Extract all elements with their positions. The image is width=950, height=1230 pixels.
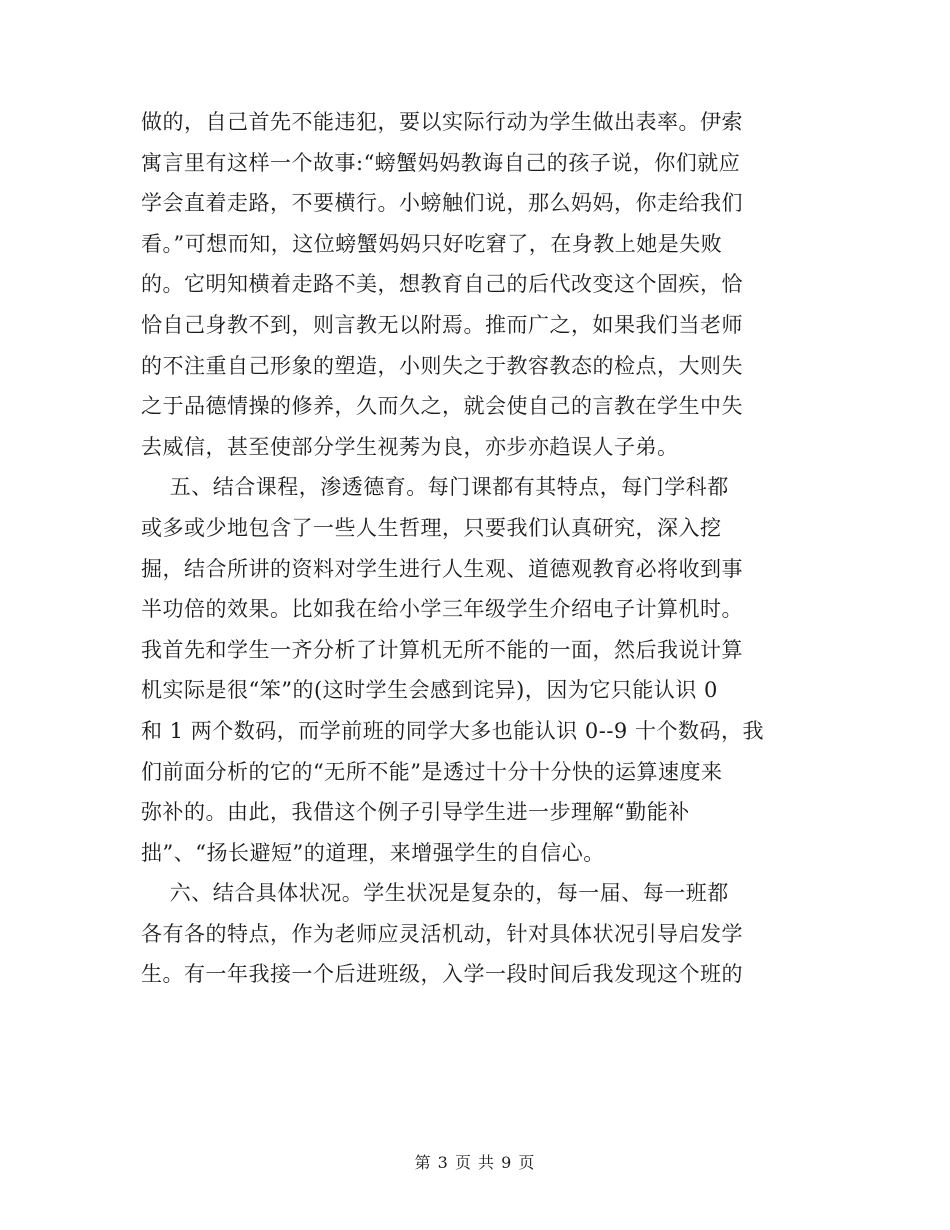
text-line: 看。”可想而知，这位螃蟹妈妈只好吃窘了，在身教上她是失败: [141, 231, 723, 256]
text-line: 寓言里有这样一个故事:“螃蟹妈妈教诲自己的孩子说，你们就应: [141, 150, 741, 175]
text-line: 去威信，甚至使部分学生视莠为良，亦步亦趋误人子弟。: [141, 434, 679, 459]
text-line: 六、结合具体状况。学生状况是复杂的，每一届、每一班都: [141, 881, 729, 906]
text-line: 学会直着走路，不要横行。小螃触们说，那么妈妈，你走给我们: [141, 191, 743, 216]
text-line: 的不注重自己形象的塑造，小则失之于教容教态的检点，大则失: [141, 353, 743, 378]
text-line: 和 1 两个数码，而学前班的同学大多也能认识 0--9 十个数码，我: [141, 718, 764, 743]
text-line: 各有各的特点，作为老师应灵活机动，针对具体状况引导启发学: [141, 921, 743, 946]
text-line: 或多或少地包含了一些人生哲理，只要我们认真研究，深入挖: [141, 515, 722, 540]
text-line: 我首先和学生一齐分析了计算机无所不能的一面，然后我说计算: [141, 637, 743, 662]
text-line: 拙”、“扬长避短”的道理，来增强学生的自信心。: [141, 840, 605, 865]
text-line: 之于品德情操的修养，久而久之，就会使自己的言教在学生中失: [141, 394, 743, 419]
text-line: 生。有一年我接一个后进班级，入学一段时间后我发现这个班的: [141, 962, 743, 987]
text-line: 五、结合课程，渗透德育。每门课都有其特点，每门学科都: [141, 475, 729, 500]
text-line: 掘，结合所讲的资料对学生进行人生观、道德观教育必将收到事: [141, 556, 743, 581]
body-text: [141, 102, 801, 995]
text-line: 们前面分析的它的“无所不能”是透过十分十分快的运算速度来: [141, 759, 723, 784]
text-line: 的。它明知横着走路不美，想教育自己的后代改变这个固疾，恰: [141, 272, 743, 297]
text-line: 做的，自己首先不能违犯，要以实际行动为学生做出表率。伊索: [141, 110, 743, 134]
text-line: 弥补的。由此，我借这个例子引导学生进一步理解“勤能补: [141, 800, 690, 825]
text-line: 恰自己身教不到，则言教无以附焉。推而广之，如果我们当老师: [141, 312, 743, 337]
page-number-footer: 第 3 页 共 9 页: [414, 1153, 536, 1172]
text-line: 机实际是很“笨”的(这时学生会感到诧异)，因为它只能认识 0: [141, 678, 718, 703]
text-line: 半功倍的效果。比如我在给小学三年级学生介绍电子计算机时。: [141, 597, 743, 622]
